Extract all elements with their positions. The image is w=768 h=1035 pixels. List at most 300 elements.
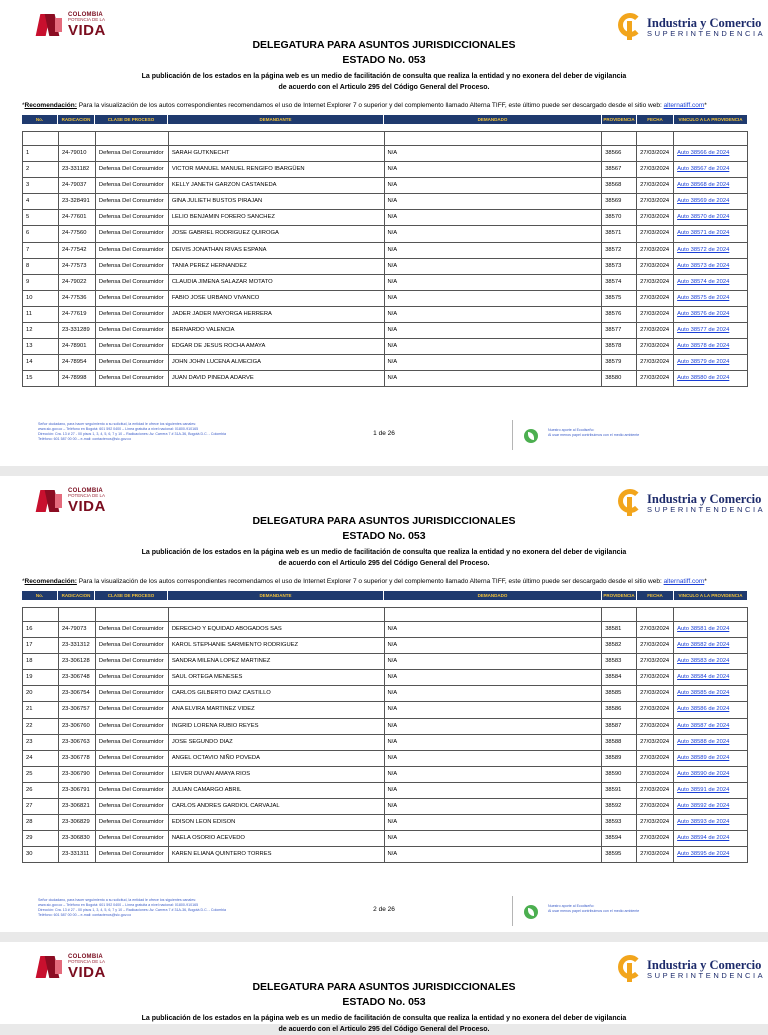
page-separator	[0, 932, 768, 942]
brand-left-line2: POTENCIA DE LA	[68, 17, 106, 23]
auto-link[interactable]: Auto 38581 de 2024	[677, 626, 730, 632]
auto-link[interactable]: Auto 38579 de 2024	[677, 359, 730, 366]
cell-demandado: N/A	[385, 783, 603, 798]
recommendation-lead: *	[22, 102, 25, 109]
table-row	[22, 194, 748, 210]
brand-left-line3: VIDA	[68, 497, 106, 515]
cell-fecha: 27/03/2024	[637, 654, 674, 669]
cell-demandado: N/A	[385, 371, 603, 386]
auto-link[interactable]: Auto 38591 de 2024	[677, 786, 730, 793]
sic-logo-icon	[618, 955, 644, 983]
cell-demandado: N/A	[385, 654, 603, 669]
cell-clase: Defensa Del Consumidor	[96, 371, 169, 386]
cell-radicacion: 24-79022	[59, 275, 96, 290]
cell-demandante: INGRID LORENA RUBIO REYES	[169, 719, 385, 734]
cell-no: 23	[23, 735, 59, 750]
auto-link[interactable]: Auto 38573 de 2024	[677, 262, 730, 269]
cell-vinculo	[674, 702, 748, 717]
header-demandante: DEMANDANTE	[168, 115, 384, 124]
cell-clase: Defensa Del Consumidor	[96, 719, 169, 734]
cell-fecha: 27/03/2024	[637, 751, 674, 766]
auto-link[interactable]: Auto 38593 de 2024	[677, 819, 730, 826]
cell-vinculo	[674, 751, 748, 766]
footer-contact-line4: Teléfono: 601 587 00 00 – e-mail: contactenos@sic.gov.co	[38, 913, 132, 917]
auto-link[interactable]: Auto 38585 de 2024	[677, 690, 730, 697]
cell-vinculo	[674, 339, 748, 354]
cell-radicacion: 23-306821	[59, 799, 96, 814]
footer-eco-line2: Al usar menos papel contribuimos con el medio ambiente	[548, 433, 640, 437]
cell-radicacion: 24-77560	[59, 226, 96, 241]
cell-fecha: 27/03/2024	[637, 194, 674, 209]
cell-radicacion: 23-306763	[59, 735, 96, 750]
footer-contact-line3: Dirección: Cra. 13 # 27 - 00 pisos 1, 3, 4, 5, 6, 7 y 10 – Radicaciones: Av. Carrera 7 # 31A-36, Bogotá D.C. - Colombia	[38, 908, 227, 912]
table-row	[22, 275, 748, 291]
cell-demandado: N/A	[385, 751, 603, 766]
cell-providencia: 38580	[602, 371, 637, 386]
header-notice-line2: de acuerdo con el Articulo 295 del Código General del Proceso.	[278, 560, 490, 567]
cell-clase: Defensa Del Consumidor	[96, 339, 169, 354]
cell-no: 29	[23, 831, 59, 846]
cell-demandante: CARLOS GILBERTO DIAZ CASTILLO	[169, 686, 385, 701]
cell-radicacion: 24-79073	[59, 622, 96, 637]
header-notice-line1: La publicación de los estados en la página web es un medio de facilitación de consulta que realiza la entidad y no exonera del deber de vigilancia	[141, 549, 627, 556]
cell-demandado: N/A	[385, 719, 603, 734]
cell-fecha: 27/03/2024	[637, 638, 674, 653]
colombia-logo-icon	[38, 12, 64, 38]
cell-fecha: 27/03/2024	[637, 783, 674, 798]
auto-link[interactable]: Auto 38572 de 2024	[677, 246, 730, 253]
cell-no: 27	[23, 799, 59, 814]
cell-radicacion: 23-331311	[59, 847, 96, 862]
colombia-logo-icon	[38, 488, 64, 514]
cell-no: 30	[23, 847, 59, 862]
cell-demandado: N/A	[385, 847, 603, 862]
cell-radicacion: 24-77542	[59, 243, 96, 258]
table-row	[22, 355, 748, 371]
brand-left-line3: VIDA	[68, 21, 106, 39]
cell-radicacion: 23-306790	[59, 767, 96, 782]
brand-right-line1: Industria y Comercio	[647, 491, 762, 506]
header-providencia: PROVIDENCIA	[602, 591, 637, 600]
cell-demandante: JADER JADER MAYORGA HERRERA	[169, 307, 385, 322]
cell-radicacion: 24-78954	[59, 355, 96, 370]
cell-clase: Defensa Del Consumidor	[96, 323, 169, 338]
cell-radicacion: 23-306757	[59, 702, 96, 717]
sic-logo-icon	[618, 13, 644, 41]
cell-fecha: 27/03/2024	[637, 243, 674, 258]
cell-clase: Defensa Del Consumidor	[96, 815, 169, 830]
cell-no: 13	[23, 339, 59, 354]
cell-radicacion: 24-79010	[59, 146, 96, 161]
cell-demandado: N/A	[385, 339, 603, 354]
cell-no: 12	[23, 323, 59, 338]
cell-demandante: EDGAR DE JESUS ROCHA AMAYA	[169, 339, 385, 354]
header-notice-line1: La publicación de los estados en la página web es un medio de facilitación de consulta que realiza la entidad y no exonera del deber de vigilancia	[141, 1015, 627, 1022]
cell-no: 7	[23, 243, 59, 258]
footer-eco-note	[548, 904, 698, 914]
estado-number: ESTADO No. 053	[342, 530, 426, 542]
page-title: DELEGATURA PARA ASUNTOS JURISDICCIONALES	[252, 515, 516, 527]
cell-providencia: 38593	[602, 815, 637, 830]
auto-link[interactable]: Auto 38575 de 2024	[677, 294, 730, 301]
cell-providencia: 38587	[602, 719, 637, 734]
recommendation-text: Para la visualización de los autos correspondientes recomendamos el uso de Internet Explorer 7 o superior y del complemento llamado Alterna TIFF, este último puede ser descargado desde el sitio web:	[76, 102, 664, 109]
cell-vinculo	[674, 847, 748, 862]
cell-vinculo	[674, 799, 748, 814]
cell-radicacion: 24-78998	[59, 371, 96, 386]
header-demandado: DEMANDADO	[384, 591, 602, 600]
auto-link[interactable]: Auto 38566 de 2024	[677, 150, 730, 156]
footer-contact-line1: Señor ciudadano, para hacer seguimiento a su solicitud, la entidad le ofrece los siguientes canales:	[38, 898, 197, 902]
cell-fecha: 27/03/2024	[637, 670, 674, 685]
cell-clase: Defensa Del Consumidor	[96, 259, 169, 274]
cell-demandante: ANGEL OCTAVIO NIÑO POVEDA	[169, 751, 385, 766]
footer-divider	[512, 420, 513, 450]
table-row	[22, 847, 748, 863]
cell-radicacion: 24-77601	[59, 210, 96, 225]
page-title: DELEGATURA PARA ASUNTOS JURISDICCIONALES	[252, 981, 516, 993]
cell-radicacion: 23-306778	[59, 751, 96, 766]
cell-fecha: 27/03/2024	[637, 702, 674, 717]
cell-no: 28	[23, 815, 59, 830]
header-demandado: DEMANDADO	[384, 115, 602, 124]
page-separator	[0, 466, 768, 476]
brand-right-line2: SUPERINTENDENCIA	[647, 28, 766, 38]
cell-demandante: GINA JULIETH BUSTOS PIRAJAN	[169, 194, 385, 209]
cell-vinculo	[674, 719, 748, 734]
cell-demandado: N/A	[385, 275, 603, 290]
footer-divider	[512, 896, 513, 926]
cell-fecha: 27/03/2024	[637, 226, 674, 241]
cell-clase: Defensa Del Consumidor	[96, 622, 169, 637]
table-row	[22, 670, 748, 686]
page-title: DELEGATURA PARA ASUNTOS JURISDICCIONALES	[252, 39, 516, 51]
header-vinculo: VINCULO A LA PROVIDENCIA	[674, 591, 748, 600]
cell-demandante: NAELA OSORIO ACEVEDO	[169, 831, 385, 846]
auto-link[interactable]: Auto 38587 de 2024	[677, 722, 730, 729]
cell-no: 16	[23, 622, 59, 637]
footer-contact-line1: Señor ciudadano, para hacer seguimiento a su solicitud, la entidad le ofrece los siguientes canales:	[38, 422, 197, 426]
cell-demandado: N/A	[385, 162, 603, 177]
cell-providencia: 38584	[602, 670, 637, 685]
eco-leaf-icon	[524, 905, 538, 919]
auto-link[interactable]: Auto 38586 de 2024	[677, 706, 730, 713]
cell-providencia: 38583	[602, 654, 637, 669]
cell-vinculo	[674, 259, 748, 274]
cell-vinculo	[674, 323, 748, 338]
header-no: No.	[22, 591, 58, 600]
table-row	[22, 735, 748, 751]
cell-vinculo	[674, 178, 748, 193]
cell-providencia: 38566	[602, 146, 637, 161]
cell-providencia: 38582	[602, 638, 637, 653]
auto-link[interactable]: Auto 38580 de 2024	[677, 375, 730, 382]
colombia-logo	[38, 488, 106, 514]
header-clase: CLASE DE PROCESO	[95, 591, 168, 600]
cell-demandado: N/A	[385, 194, 603, 209]
cell-fecha: 27/03/2024	[637, 355, 674, 370]
auto-link[interactable]: Auto 38571 de 2024	[677, 230, 730, 237]
cell-radicacion: 24-77536	[59, 291, 96, 306]
auto-link[interactable]: Auto 38594 de 2024	[677, 835, 730, 842]
auto-link[interactable]: Auto 38589 de 2024	[677, 754, 730, 761]
cell-radicacion: 23-306128	[59, 654, 96, 669]
table-row	[22, 686, 748, 702]
footer-contact-line3: Dirección: Cra. 13 # 27 - 00 pisos 1, 3, 4, 5, 6, 7 y 10 – Radicaciones: Av. Carrera 7 # 31A-36, Bogotá D.C. - Colombia	[38, 432, 227, 436]
footer-eco-line1: Nuestro aporte al Ecodiseño:	[548, 428, 595, 432]
cell-vinculo	[674, 638, 748, 653]
brand-left-line1: COLOMBIA	[68, 488, 104, 495]
cell-fecha: 27/03/2024	[637, 339, 674, 354]
table-row-empty	[22, 132, 748, 146]
cell-no: 9	[23, 275, 59, 290]
cell-clase: Defensa Del Consumidor	[96, 243, 169, 258]
document-page	[0, 476, 768, 942]
cell-providencia: 38574	[602, 275, 637, 290]
header-no: No.	[22, 115, 58, 124]
cell-vinculo	[674, 210, 748, 225]
cell-demandado: N/A	[385, 799, 603, 814]
cell-providencia: 38586	[602, 702, 637, 717]
cell-no: 5	[23, 210, 59, 225]
brand-right-line2: SUPERINTENDENCIA	[647, 504, 766, 514]
cell-no: 6	[23, 226, 59, 241]
cell-clase: Defensa Del Consumidor	[96, 194, 169, 209]
cell-radicacion: 23-306830	[59, 831, 96, 846]
cell-vinculo	[674, 307, 748, 322]
cell-fecha: 27/03/2024	[637, 799, 674, 814]
cell-vinculo	[674, 194, 748, 209]
cell-no: 8	[23, 259, 59, 274]
brand-left-line2: POTENCIA DE LA	[68, 959, 106, 965]
auto-link[interactable]: Auto 38592 de 2024	[677, 803, 730, 810]
cell-demandado: N/A	[385, 178, 603, 193]
cell-vinculo	[674, 735, 748, 750]
cell-vinculo	[674, 371, 748, 386]
brand-right-line1: Industria y Comercio	[647, 15, 762, 30]
cell-providencia: 38579	[602, 355, 637, 370]
cell-radicacion: 23-331312	[59, 638, 96, 653]
cell-no: 3	[23, 178, 59, 193]
header-fecha: FECHA	[637, 591, 674, 600]
cell-no: 11	[23, 307, 59, 322]
header-notice-line2: de acuerdo con el Articulo 295 del Código General del Proceso.	[278, 84, 490, 91]
table-header	[22, 591, 748, 600]
cell-vinculo	[674, 243, 748, 258]
auto-link[interactable]: Auto 38578 de 2024	[677, 343, 730, 350]
footer-eco-line2: Al usar menos papel contribuimos con el medio ambiente	[548, 909, 640, 913]
results-table	[22, 131, 748, 387]
cell-providencia: 38577	[602, 323, 637, 338]
cell-demandado: N/A	[385, 622, 603, 637]
table-row	[22, 751, 748, 767]
header-vinculo: VINCULO A LA PROVIDENCIA	[674, 115, 748, 124]
colombia-logo	[38, 12, 106, 38]
table-row	[22, 307, 748, 323]
cell-providencia: 38585	[602, 686, 637, 701]
cell-demandante: JOHN JOHN LUCENA ALMECIGA	[169, 355, 385, 370]
header-radicacion: RADICACION	[58, 591, 95, 600]
cell-demandante: LELIO BENJAMIN FORERO SANCHEZ	[169, 210, 385, 225]
auto-link[interactable]: Auto 38569 de 2024	[677, 198, 730, 205]
table-row	[22, 638, 748, 654]
table-row	[22, 323, 748, 339]
page-number: 2 de 26	[373, 906, 395, 913]
alternatiff-link[interactable]: alternatiff.com	[663, 102, 705, 109]
table-row	[22, 210, 748, 226]
colombia-logo-icon	[38, 954, 64, 980]
cell-demandado: N/A	[385, 355, 603, 370]
cell-fecha: 27/03/2024	[637, 767, 674, 782]
cell-fecha: 27/03/2024	[637, 686, 674, 701]
auto-link[interactable]: Auto 38570 de 2024	[677, 214, 730, 221]
cell-fecha: 27/03/2024	[637, 371, 674, 386]
cell-radicacion: 23-306748	[59, 670, 96, 685]
cell-providencia: 38591	[602, 783, 637, 798]
cell-fecha: 27/03/2024	[637, 259, 674, 274]
cell-vinculo	[674, 291, 748, 306]
table-row	[22, 339, 748, 355]
auto-link[interactable]: Auto 38568 de 2024	[677, 182, 730, 189]
cell-demandante: LEIVER DUVAN AMAYA RIOS	[169, 767, 385, 782]
brand-left-line1: COLOMBIA	[68, 12, 104, 19]
recommendation-text: Para la visualización de los autos correspondientes recomendamos el uso de Internet Explorer 7 o superior y del complemento llamado Alterna TIFF, este último puede ser descargado desde el sitio web:	[76, 578, 664, 585]
brand-left-line2: POTENCIA DE LA	[68, 493, 106, 499]
cell-providencia: 38576	[602, 307, 637, 322]
recommendation-label: Recomendación:	[24, 578, 77, 585]
cell-radicacion: 23-306754	[59, 686, 96, 701]
cell-no: 19	[23, 670, 59, 685]
cell-demandado: N/A	[385, 146, 603, 161]
auto-link[interactable]: Auto 38574 de 2024	[677, 278, 730, 285]
cell-demandado: N/A	[385, 307, 603, 322]
cell-providencia: 38572	[602, 243, 637, 258]
cell-radicacion: 23-306829	[59, 815, 96, 830]
cell-no: 22	[23, 719, 59, 734]
table-row	[22, 654, 748, 670]
cell-clase: Defensa Del Consumidor	[96, 275, 169, 290]
cell-vinculo	[674, 622, 748, 637]
cell-vinculo	[674, 162, 748, 177]
footer-eco-note	[548, 428, 698, 438]
cell-demandante: JUAN DAVID PINEDA ADARVE	[169, 371, 385, 386]
auto-link[interactable]: Auto 38577 de 2024	[677, 327, 730, 334]
table-row	[22, 243, 748, 259]
cell-radicacion: 23-331182	[59, 162, 96, 177]
cell-demandante: EDISON LEON EDISON	[169, 815, 385, 830]
footer-eco-line1: Nuestro aporte al Ecodiseño:	[548, 904, 595, 908]
cell-providencia: 38570	[602, 210, 637, 225]
cell-radicacion: 24-77573	[59, 259, 96, 274]
auto-link[interactable]: Auto 38588 de 2024	[677, 738, 730, 745]
cell-providencia: 38594	[602, 831, 637, 846]
auto-link[interactable]: Auto 38567 de 2024	[677, 166, 730, 173]
cell-vinculo	[674, 783, 748, 798]
cell-vinculo	[674, 226, 748, 241]
auto-link[interactable]: Auto 38576 de 2024	[677, 310, 730, 317]
auto-link[interactable]: Auto 38582 de 2024	[677, 642, 730, 649]
table-row	[22, 719, 748, 735]
cell-providencia: 38571	[602, 226, 637, 241]
cell-providencia: 38595	[602, 847, 637, 862]
table-row	[22, 702, 748, 718]
cell-demandado: N/A	[385, 767, 603, 782]
table-row	[22, 226, 748, 242]
cell-demandado: N/A	[385, 323, 603, 338]
cell-fecha: 27/03/2024	[637, 178, 674, 193]
cell-no: 25	[23, 767, 59, 782]
cell-demandado: N/A	[385, 815, 603, 830]
cell-providencia: 38588	[602, 735, 637, 750]
table-row	[22, 799, 748, 815]
cell-no: 21	[23, 702, 59, 717]
cell-clase: Defensa Del Consumidor	[96, 210, 169, 225]
recommendation-label: Recomendación:	[24, 102, 77, 109]
cell-no: 4	[23, 194, 59, 209]
document-page	[0, 0, 768, 466]
cell-fecha: 27/03/2024	[637, 307, 674, 322]
cell-vinculo	[674, 355, 748, 370]
cell-demandante: SARAH GUTKNECHT	[169, 146, 385, 161]
cell-demandante: JULIAN CAMARGO ABRIL	[169, 783, 385, 798]
cell-demandado: N/A	[385, 291, 603, 306]
cell-providencia: 38581	[602, 622, 637, 637]
cell-demandante: SANDRA MILENA LOPEZ MARTINEZ	[169, 654, 385, 669]
sic-logo	[618, 12, 765, 42]
cell-fecha: 27/03/2024	[637, 210, 674, 225]
cell-providencia: 38569	[602, 194, 637, 209]
footer-contact-line2: www.sic.gov.co – Teléfono en Bogotá: 601 592 0400 – Línea gratuita a nivel nacional: 01800-910165	[38, 427, 199, 431]
alternatiff-link[interactable]: alternatiff.com	[663, 578, 705, 585]
cell-demandante: ANA ELVIRA MARTINEZ VIDEZ	[169, 702, 385, 717]
cell-demandante: JOSE GABRIEL RODRIGUEZ QUIROGA	[169, 226, 385, 241]
cell-demandante: KAROL STEPHANIE SARMIENTO RODRIGUEZ	[169, 638, 385, 653]
header-providencia: PROVIDENCIA	[602, 115, 637, 124]
cell-clase: Defensa Del Consumidor	[96, 799, 169, 814]
auto-link[interactable]: Auto 38590 de 2024	[677, 770, 730, 777]
table-row	[22, 371, 748, 387]
page-number: 1 de 26	[373, 430, 395, 437]
cell-no: 26	[23, 783, 59, 798]
table-row	[22, 622, 748, 638]
cell-vinculo	[674, 767, 748, 782]
cell-clase: Defensa Del Consumidor	[96, 226, 169, 241]
cell-demandado: N/A	[385, 243, 603, 258]
cell-no: 14	[23, 355, 59, 370]
cell-providencia: 38567	[602, 162, 637, 177]
cell-demandante: FABIO JOSE URBANO VIVANCO	[169, 291, 385, 306]
cell-demandante: VICTOR MANUEL MANUEL RENGIFO IBARGÜEN	[169, 162, 385, 177]
results-table	[22, 607, 748, 863]
cell-no: 18	[23, 654, 59, 669]
header-demandante: DEMANDANTE	[168, 591, 384, 600]
sic-logo-icon	[618, 489, 644, 517]
cell-fecha: 27/03/2024	[637, 323, 674, 338]
cell-no: 17	[23, 638, 59, 653]
cell-radicacion: 23-306791	[59, 783, 96, 798]
auto-link[interactable]: Auto 38584 de 2024	[677, 674, 730, 681]
auto-link[interactable]: Auto 38583 de 2024	[677, 658, 730, 665]
cell-vinculo	[674, 686, 748, 701]
cell-demandante: SAUL ORTEGA MENESES	[169, 670, 385, 685]
cell-clase: Defensa Del Consumidor	[96, 638, 169, 653]
cell-clase: Defensa Del Consumidor	[96, 178, 169, 193]
cell-vinculo	[674, 831, 748, 846]
cell-fecha: 27/03/2024	[637, 291, 674, 306]
auto-link[interactable]: Auto 38595 de 2024	[677, 851, 730, 858]
cell-no: 15	[23, 371, 59, 386]
cell-clase: Defensa Del Consumidor	[96, 847, 169, 862]
